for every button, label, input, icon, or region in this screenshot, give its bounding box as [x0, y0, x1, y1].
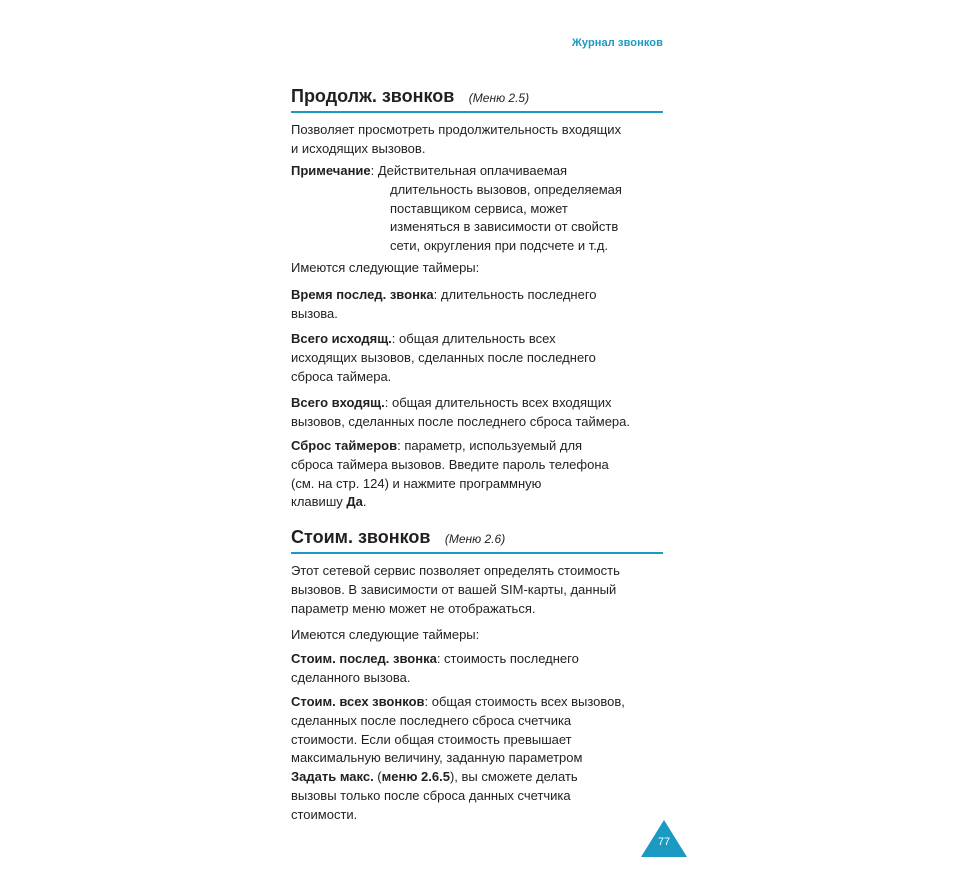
section1-item-total-outgoing: Всего исходящ.: общая длительность всех исходящих вызовов, сделанных после последнего сброса таймера. — [291, 331, 596, 384]
section1-intro: Позволяет просмотреть продолжительность входящих и исходящих вызовов. — [291, 122, 622, 156]
section2-item-last-call-cost: Стоим. послед. звонка: стоимость последнего сделанного вызова. — [291, 651, 579, 685]
section-title: Продолж. звонков — [291, 86, 455, 106]
section1-item-last-call-time: Время послед. звонка: длительность последнего вызова. — [291, 287, 597, 321]
section1-note: Примечание: Действительная оплачиваемая длительность вызовов, определяемая поставщиком сервиса, может изменяться в зависимости от свойств сети, округления при подсчете и т.д. — [291, 163, 622, 254]
chapter-header: Журнал звонков — [571, 37, 663, 49]
section2-intro: Этот сетевой сервис позволяет определять стоимость вызовов. В зависимости от вашей SIM-карты, данный параметр меню может не отображаться. — [291, 563, 620, 616]
note-label: Примечание — [291, 163, 371, 178]
section2-item-total-cost: Стоим. всех звонков: общая стоимость всех вызовов, сделанных после последнего сброса счетчика стоимости. Если общая стоимость превышает максимальную величину, заданную параметром Задать макс. (меню 2.6.5), вы сможете делать вызовы только после сброса данных счетчика стоимости. — [291, 694, 625, 822]
section2-timers-intro: Имеются следующие таймеры: — [291, 627, 480, 642]
section1-item-total-incoming: Всего входящ.: общая длительность всех входящих вызовов, сделанных после последнего сброса таймера. — [291, 395, 631, 429]
section-title: Стоим. звонков — [291, 527, 431, 547]
page-number: 77 — [657, 836, 671, 848]
section-heading-call-duration — [291, 86, 663, 113]
section-heading-call-cost — [291, 527, 663, 554]
section-menu-ref: (Меню 2.6) — [444, 532, 506, 546]
section1-item-reset-timers: Сброс таймеров: параметр, используемый для сброса таймера вызовов. Введите пароль телефона (см. на стр. 124) и нажмите программную клавишу Да. — [291, 438, 609, 510]
section-menu-ref: (Меню 2.5) — [468, 91, 530, 105]
section1-timers-intro: Имеются следующие таймеры: — [291, 260, 480, 275]
